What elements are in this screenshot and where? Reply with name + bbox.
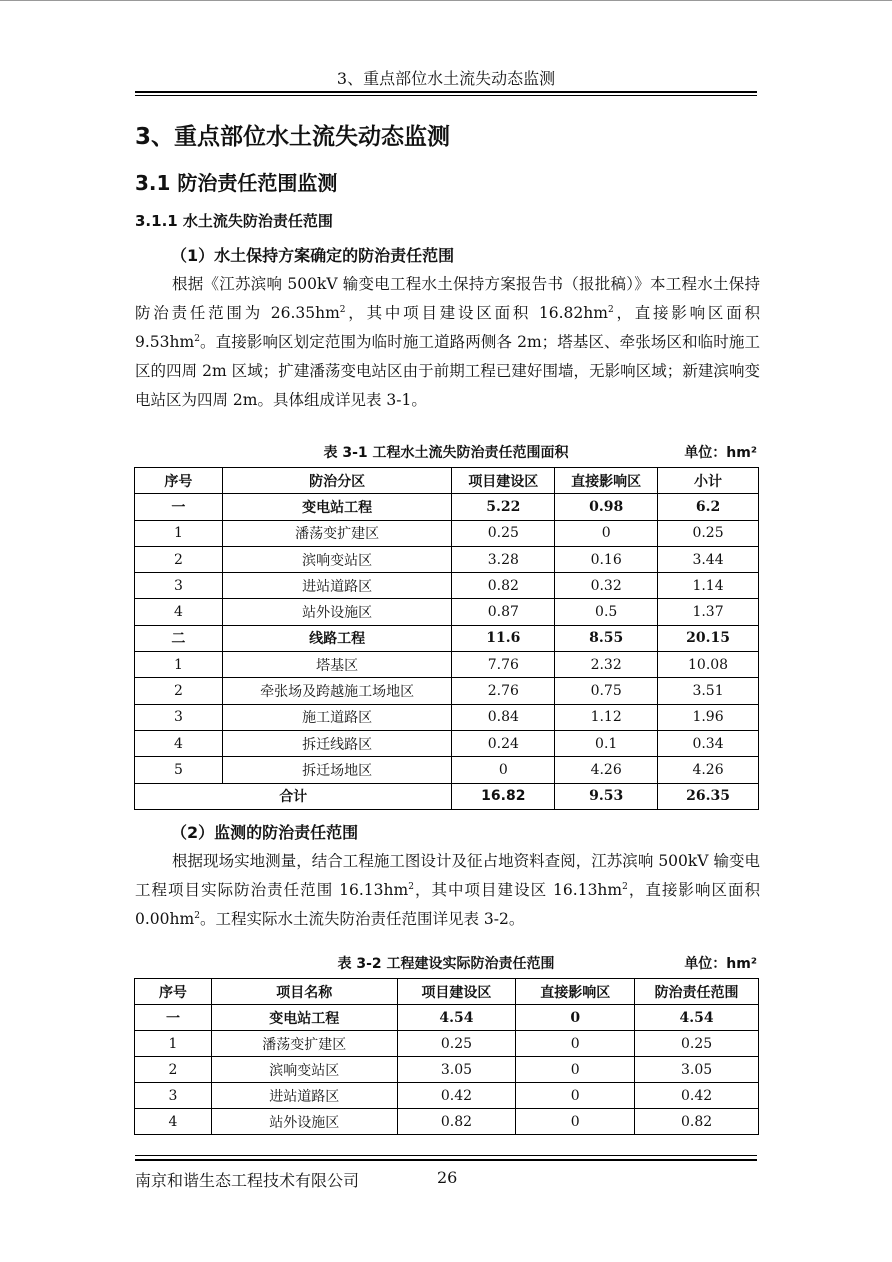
table-cell: 1.12 (555, 704, 658, 730)
page-number: 26 (437, 1168, 458, 1187)
header-cell: 防治分区 (222, 468, 452, 494)
table-row (135, 625, 759, 651)
table-cell: 6.2 (658, 494, 759, 520)
table-cell: 变电站工程 (222, 494, 452, 520)
table-cell: 一 (135, 494, 223, 520)
table-cell: 4.54 (635, 1005, 759, 1031)
table-cell: 2.32 (555, 652, 658, 678)
table-cell: 7.76 (452, 652, 555, 678)
subsection-title: 3.1.1 水土流失防治责任范围 (135, 212, 333, 230)
table-cell: 26.35 (658, 783, 759, 809)
table-cell: 3.05 (397, 1057, 516, 1083)
table-row (135, 1005, 759, 1031)
table-cell: 线路工程 (222, 625, 452, 651)
header-cell: 直接影响区 (516, 979, 635, 1005)
table-cell: 0.98 (555, 494, 658, 520)
table-cell: 0 (516, 1057, 635, 1083)
header-rule-thin (135, 95, 757, 96)
superscript: 2 (194, 911, 200, 921)
table-cell: 0 (516, 1031, 635, 1057)
table-cell: 10.08 (658, 652, 759, 678)
table-header-row (135, 468, 759, 494)
table-row (135, 599, 759, 625)
table-row (135, 573, 759, 599)
superscript: 2 (622, 882, 628, 892)
table-cell: 一 (135, 1005, 212, 1031)
table-row (135, 1109, 759, 1135)
table-row (135, 494, 759, 520)
table-cell: 施工道路区 (222, 704, 452, 730)
superscript: 2 (607, 305, 614, 315)
table-total-row (135, 783, 759, 809)
table-cell: 11.6 (452, 625, 555, 651)
table1-unit: 单位：hm² (684, 445, 757, 461)
table-cell: 进站道路区 (211, 1083, 397, 1109)
table-row (135, 704, 759, 730)
table-cell: 1.14 (658, 573, 759, 599)
table-cell: 0.82 (635, 1109, 759, 1135)
table-cell: 8.55 (555, 625, 658, 651)
table-cell: 16.82 (452, 783, 555, 809)
table-cell: 0.82 (397, 1109, 516, 1135)
table-cell: 2 (135, 546, 223, 572)
table-cell: 9.53 (555, 783, 658, 809)
section-title: 3.1 防治责任范围监测 (135, 171, 338, 195)
table-cell: 0.1 (555, 730, 658, 756)
table-cell: 滨响变站区 (211, 1057, 397, 1083)
header-cell: 直接影响区 (555, 468, 658, 494)
table-cell: 0.25 (452, 520, 555, 546)
table-cell: 潘荡变扩建区 (222, 520, 452, 546)
subheading-monitored-scope: （2）监测的防治责任范围 (171, 823, 359, 842)
table-row (135, 546, 759, 572)
table-cell: 塔基区 (222, 652, 452, 678)
table-cell: 20.15 (658, 625, 759, 651)
table-row (135, 652, 759, 678)
table-cell: 1 (135, 1031, 212, 1057)
table-cell: 5.22 (452, 494, 555, 520)
table2-unit: 单位：hm² (684, 956, 757, 972)
table-cell: 3.44 (658, 546, 759, 572)
table-row (135, 1031, 759, 1057)
table-cell: 0.42 (397, 1083, 516, 1109)
table-cell: 滨响变站区 (222, 546, 452, 572)
table-row (135, 520, 759, 546)
table-cell: 0.32 (555, 573, 658, 599)
header-rule (135, 91, 757, 93)
table-cell: 0.87 (452, 599, 555, 625)
table-cell: 0.5 (555, 599, 658, 625)
table-cell: 0.24 (452, 730, 555, 756)
header-cell: 序号 (135, 468, 223, 494)
table-cell: 0.16 (555, 546, 658, 572)
table-cell: 进站道路区 (222, 573, 452, 599)
header-cell: 项目建设区 (452, 468, 555, 494)
table-cell: 1.37 (658, 599, 759, 625)
superscript: 2 (339, 305, 346, 315)
table-cell: 3 (135, 704, 223, 730)
table-cell: 0.75 (555, 678, 658, 704)
table-cell: 3 (135, 573, 223, 599)
table-cell: 变电站工程 (211, 1005, 397, 1031)
header-cell: 小计 (658, 468, 759, 494)
table2 (134, 978, 759, 1135)
table-cell: 0.82 (452, 573, 555, 599)
table-cell: 0.25 (658, 520, 759, 546)
table-row (135, 1057, 759, 1083)
paragraph-text: ，其中项目建设区 16.13hm (413, 881, 623, 899)
table-cell: 站外设施区 (211, 1109, 397, 1135)
table-cell: 4 (135, 730, 223, 756)
subheading-plan-scope: （1）水土保持方案确定的防治责任范围 (171, 246, 455, 265)
paragraph-text: 根据现场实地测量，结合工程施工图设计及征占地资料查阅，江苏滨响 500kV 输变电工程项目实际防治责任范围 16.13hm (135, 852, 760, 899)
table-header-row (135, 979, 759, 1005)
paragraph-text: 。工程实际水土流失防治责任范围详见表 3-2。 (199, 910, 525, 928)
table-cell: 5 (135, 757, 223, 783)
table-cell: 4.54 (397, 1005, 516, 1031)
table-cell: 2 (135, 678, 223, 704)
header-cell: 防治责任范围 (635, 979, 759, 1005)
paragraph-text: ，直接影响区面积 9.53hm (135, 304, 760, 351)
table-cell: 0.25 (635, 1031, 759, 1057)
paragraph-text: 根据《江苏滨响 500kV 输变电工程水土保持方案报告书（报批稿）》本工程水土保持防治责任范围为 26.35hm (135, 275, 760, 322)
footer-rule-thin (135, 1155, 757, 1156)
table-cell: 0 (516, 1083, 635, 1109)
footer-rule (135, 1159, 757, 1161)
superscript: 2 (194, 334, 200, 344)
running-header: 3、重点部位水土流失动态监测 (336, 69, 556, 88)
table-cell: 牵张场及跨越施工场地区 (222, 678, 452, 704)
table-row (135, 678, 759, 704)
table-cell: 3 (135, 1083, 212, 1109)
table-cell: 拆迁场地区 (222, 757, 452, 783)
table-cell: 1 (135, 652, 223, 678)
header-cell: 序号 (135, 979, 212, 1005)
paragraph-text: 。直接影响区划定范围为临时施工道路两侧各 2m；塔基区、牵张场区和临时施工区的四周 2m 区域；扩建潘荡变电站区由于前期工程已建好围墙，无影响区域；新建滨响变电站区为四周 2m。具体组成详见表 3-1。 (135, 333, 760, 409)
table-cell: 4 (135, 1109, 212, 1135)
header-cell: 项目建设区 (397, 979, 516, 1005)
table-cell: 0.34 (658, 730, 759, 756)
table-row (135, 757, 759, 783)
paragraph-text: ，其中项目建设区面积 16.82hm (345, 304, 608, 322)
table-cell: 2.76 (452, 678, 555, 704)
total-label: 合计 (135, 783, 452, 809)
table-cell: 0.84 (452, 704, 555, 730)
table-cell: 拆迁线路区 (222, 730, 452, 756)
table-row (135, 1083, 759, 1109)
table-cell: 0 (452, 757, 555, 783)
table-cell: 3.28 (452, 546, 555, 572)
paragraph-monitored-scope (135, 847, 760, 934)
table-cell: 0 (516, 1109, 635, 1135)
table-cell: 0.42 (635, 1083, 759, 1109)
footer-company: 南京和谐生态工程技术有限公司 (135, 1171, 360, 1190)
table-cell: 3.51 (658, 678, 759, 704)
paragraph-plan-scope (135, 270, 760, 415)
table-cell: 4.26 (658, 757, 759, 783)
table1 (134, 467, 759, 810)
superscript: 2 (408, 882, 414, 892)
table-cell: 0 (555, 520, 658, 546)
header-cell: 项目名称 (211, 979, 397, 1005)
table-cell: 4.26 (555, 757, 658, 783)
table2-caption: 表 3-2 工程建设实际防治责任范围 (337, 956, 555, 972)
table-cell: 4 (135, 599, 223, 625)
table-row (135, 730, 759, 756)
table-cell: 潘荡变扩建区 (211, 1031, 397, 1057)
table-cell: 0 (516, 1005, 635, 1031)
table-cell: 1.96 (658, 704, 759, 730)
page-top-border (0, 0, 892, 1)
table1-caption: 表 3-1 工程水土流失防治责任范围面积 (323, 445, 569, 461)
table-cell: 二 (135, 625, 223, 651)
paragraph-text: ，直接影响区面积 0.00hm (135, 881, 761, 928)
table-cell: 3.05 (635, 1057, 759, 1083)
table-cell: 1 (135, 520, 223, 546)
table-cell: 2 (135, 1057, 212, 1083)
table-cell: 站外设施区 (222, 599, 452, 625)
table-cell: 0.25 (397, 1031, 516, 1057)
chapter-title: 3、重点部位水土流失动态监测 (135, 124, 451, 150)
